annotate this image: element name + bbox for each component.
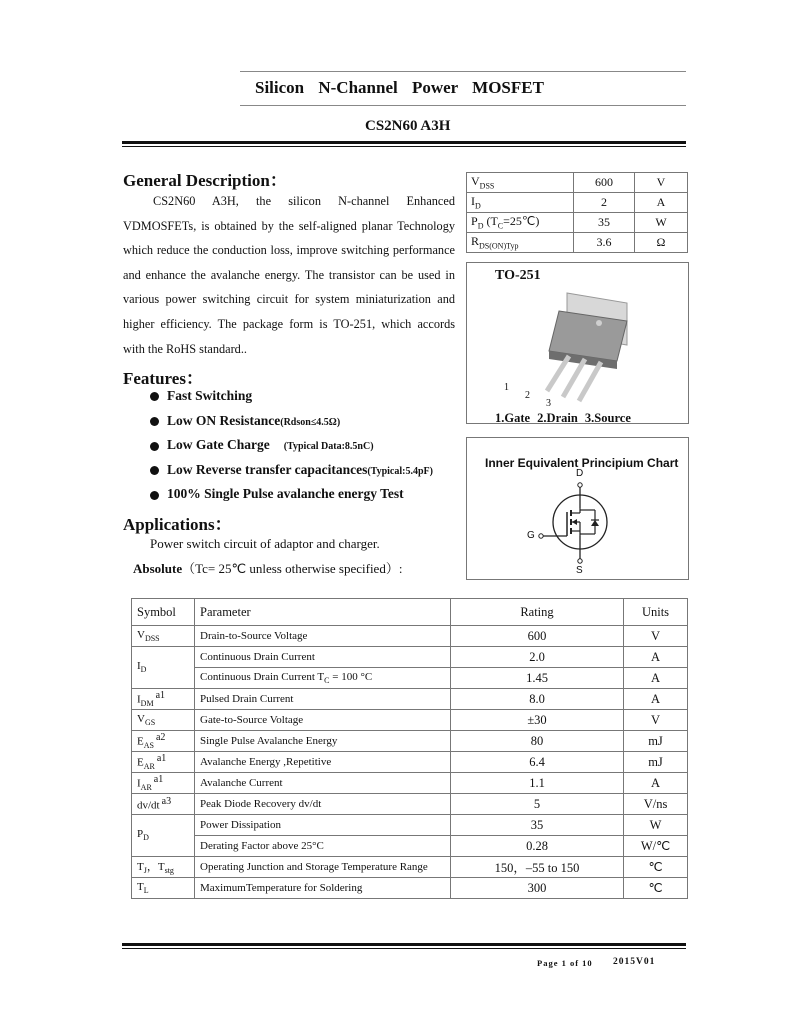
symbol-sub: DSS <box>144 634 160 644</box>
header-parameter: Parameter <box>195 599 451 626</box>
bullet-icon <box>150 466 159 475</box>
spec-sym-letter: V <box>471 174 480 189</box>
header-rating: Rating <box>451 599 624 626</box>
parameter-text: Continuous Drain Current <box>200 651 315 663</box>
spec-row <box>467 173 688 193</box>
table-row <box>132 689 688 710</box>
drain-label: D <box>576 468 584 479</box>
feature-main: Fast Switching <box>167 388 253 403</box>
symbol-letter: T <box>137 861 144 874</box>
general-description-heading: General Description： <box>123 171 287 190</box>
spec-sym-extra: (T <box>483 214 498 229</box>
features-list <box>150 388 433 511</box>
spec-unit: V <box>635 173 688 193</box>
symbol-letter: T <box>137 880 144 893</box>
feature-main: Low Reverse transfer capacitances <box>167 461 368 477</box>
feature-main: Low ON Resistance <box>167 412 281 428</box>
table-row <box>132 668 688 689</box>
symbol-note: a2 <box>155 732 166 744</box>
symbol-letter: dv/dt <box>137 799 160 812</box>
cell-unit: A <box>624 647 688 668</box>
spec-value: 3.6 <box>574 233 635 253</box>
cell-rating: 1.45 <box>451 668 624 689</box>
spec-sym-sub: D <box>477 221 484 231</box>
features-heading: Features： <box>123 369 203 388</box>
spec-symbol <box>467 193 574 213</box>
cell-symbol <box>132 752 195 773</box>
cell-unit: ℃ <box>624 878 688 899</box>
cell-rating: 150，–55 to 150 <box>451 857 624 878</box>
cell-symbol <box>132 815 195 857</box>
symbol-sub: AS <box>143 740 154 750</box>
feature-note: (Typical Data:8.5nC) <box>283 441 374 453</box>
cell-symbol <box>132 878 195 899</box>
cell-rating: 1.1 <box>451 773 624 794</box>
symbol-letter: P <box>137 828 144 841</box>
cell-unit: V/ns <box>624 794 688 815</box>
spec-sym-extra2: =25℃) <box>503 214 540 229</box>
inner-chart-title: Inner Equivalent Principium Chart <box>485 456 679 470</box>
pin3-label: 3 <box>546 398 551 409</box>
cell-rating: 5 <box>451 794 624 815</box>
cell-unit: mJ <box>624 731 688 752</box>
spec-symbol <box>467 213 574 233</box>
table-row <box>132 815 688 836</box>
cell-unit: W/℃ <box>624 836 688 857</box>
symbol-letter: I <box>137 693 141 706</box>
spec-summary-table <box>466 172 688 253</box>
parameter-text: Peak Diode Recovery dv/dt <box>200 798 322 810</box>
symbol-note: a1 <box>155 690 166 702</box>
spec-value: 2 <box>574 193 635 213</box>
parameter-text: Drain-to-Source Voltage <box>200 630 308 642</box>
cell-rating: 6.4 <box>451 752 624 773</box>
header-rule-thick <box>122 141 686 144</box>
spec-symbol <box>467 173 574 193</box>
symbol-letter: I <box>137 660 141 673</box>
table-row <box>132 773 688 794</box>
feature-note: (Typical:5.4pF) <box>367 465 433 477</box>
cell-rating: 300 <box>451 878 624 899</box>
cell-parameter <box>195 773 451 794</box>
package-label: TO-251 <box>495 268 541 283</box>
footer-rule-thick <box>122 943 686 946</box>
symbol-note: a1 <box>153 774 164 786</box>
symbol-letter: V <box>137 712 145 725</box>
symbol-letter: V <box>137 628 145 641</box>
table-row <box>132 710 688 731</box>
symbol-sub: DM <box>140 698 154 708</box>
cell-unit: A <box>624 668 688 689</box>
document-title: Silicon N-Channel Power MOSFET <box>255 78 544 97</box>
table-row <box>132 878 688 899</box>
symbol-letter: I <box>137 777 141 790</box>
cell-rating: 80 <box>451 731 624 752</box>
applications-text: Power switch circuit of adaptor and charger. <box>150 536 380 551</box>
spec-sym-letter: R <box>471 234 480 249</box>
parameter-text: Avalanche Current <box>200 777 283 789</box>
header-rule-thin <box>122 146 686 147</box>
cell-symbol <box>132 710 195 731</box>
cell-unit: V <box>624 710 688 731</box>
cell-unit: ℃ <box>624 857 688 878</box>
parameter-tail: = 100 °C <box>329 670 373 683</box>
spec-sym-letter: P <box>471 214 478 229</box>
spec-sym-sub: DSS <box>479 181 495 191</box>
absolute-ratings-table <box>131 598 688 899</box>
gate-label: G <box>527 530 535 541</box>
header-rule-top <box>240 71 686 72</box>
cell-symbol <box>132 773 195 794</box>
spec-symbol <box>467 233 574 253</box>
table-row <box>132 836 688 857</box>
general-description-text: CS2N60 A3H, the silicon N-channel Enhanced VDMOSFETs, is obtained by the self-aligned planar Technology which reduce the conduction loss, improve switching performance and enhance the avalanche energy. The transistor can be used in various power switching circuit for system miniaturization and higher efficiency. The package form is TO-251, which accords with the RoHS standard.. <box>123 194 455 356</box>
header-units: Units <box>624 599 688 626</box>
bullet-icon <box>150 491 159 500</box>
mosfet-symbol-diagram <box>467 438 688 579</box>
cell-unit: mJ <box>624 752 688 773</box>
package-image-box <box>466 262 689 424</box>
spec-sym-letter: I <box>471 194 475 209</box>
footer-rule-thin <box>122 948 686 949</box>
cell-rating: 2.0 <box>451 647 624 668</box>
feature-main: 100% Single Pulse avalanche energy Test <box>167 486 404 502</box>
spec-unit: W <box>635 213 688 233</box>
page-number: Page 1 of 10 <box>537 958 593 968</box>
spec-row <box>467 233 688 253</box>
table-row <box>132 731 688 752</box>
cell-unit: A <box>624 689 688 710</box>
source-label: S <box>576 565 583 576</box>
cell-parameter <box>195 647 451 668</box>
pin2-label: 2 <box>525 390 530 401</box>
inner-chart-box <box>466 437 689 580</box>
absolute-label: Absolute <box>133 561 183 576</box>
parameter-text: Continuous Drain Current T <box>200 670 325 683</box>
cell-unit: W <box>624 815 688 836</box>
cell-parameter <box>195 794 451 815</box>
version: 2015V01 <box>613 957 656 967</box>
cell-symbol <box>132 689 195 710</box>
symbol-sub: J <box>143 866 147 876</box>
to251-package-illustration <box>467 263 688 423</box>
absolute-note: （Tc= 25℃ unless otherwise specified）: <box>182 561 403 576</box>
cell-parameter <box>195 710 451 731</box>
symbol-letter-2: ，T <box>146 861 165 874</box>
symbol-sub: AR <box>143 761 155 771</box>
symbol-sub: L <box>143 886 149 896</box>
cell-symbol <box>132 647 195 689</box>
table-row <box>132 626 688 647</box>
parameter-text: Derating Factor above 25°C <box>200 840 324 852</box>
parameter-text: Single Pulse Avalanche Energy <box>200 735 338 747</box>
feature-item <box>150 413 433 438</box>
cell-parameter <box>195 731 451 752</box>
symbol-sub: D <box>143 833 149 843</box>
bullet-icon <box>150 442 159 451</box>
table-row <box>132 647 688 668</box>
parameter-text: Operating Junction and Storage Temperature Range <box>200 861 428 873</box>
feature-item <box>150 462 433 487</box>
absolute-ratings-line <box>133 558 402 577</box>
cell-parameter <box>195 836 451 857</box>
spec-value: 35 <box>574 213 635 233</box>
header-symbol: Symbol <box>132 599 195 626</box>
symbol-note: a3 <box>161 796 172 808</box>
bullet-icon <box>150 417 159 426</box>
symbol-sub: AR <box>140 782 152 792</box>
pin1-label: 1 <box>504 382 509 393</box>
cell-rating: 8.0 <box>451 689 624 710</box>
spec-sym-sub: DS(ON)Typ <box>479 241 519 251</box>
symbol-sub: GS <box>144 718 156 728</box>
applications-heading: Applications： <box>123 515 232 534</box>
cell-parameter <box>195 878 451 899</box>
table-row <box>132 752 688 773</box>
symbol-sub-2: stg <box>164 866 174 876</box>
table-row <box>132 857 688 878</box>
header-rule-mid <box>240 105 686 106</box>
cell-symbol <box>132 794 195 815</box>
cell-rating: 0.28 <box>451 836 624 857</box>
symbol-letter: E <box>137 756 144 769</box>
table-header-row <box>132 599 688 626</box>
cell-parameter <box>195 626 451 647</box>
feature-note: (Rdson≤4.5Ω) <box>280 416 341 428</box>
parameter-text: Pulsed Drain Current <box>200 693 294 705</box>
cell-parameter <box>195 752 451 773</box>
cell-parameter <box>195 815 451 836</box>
pin-legend: 1.Gate 2.Drain 3.Source <box>495 411 631 424</box>
spec-unit: A <box>635 193 688 213</box>
parameter-text: Gate-to-Source Voltage <box>200 714 304 726</box>
spec-sym-sub: D <box>475 201 481 211</box>
cell-parameter <box>195 857 451 878</box>
spec-value: 600 <box>574 173 635 193</box>
cell-symbol <box>132 731 195 752</box>
cell-parameter <box>195 689 451 710</box>
symbol-note: a1 <box>156 753 167 765</box>
symbol-letter: E <box>137 735 144 748</box>
cell-rating: 600 <box>451 626 624 647</box>
cell-symbol <box>132 626 195 647</box>
cell-rating: 35 <box>451 815 624 836</box>
table-row <box>132 794 688 815</box>
feature-item <box>150 486 433 511</box>
parameter-text: Avalanche Energy ,Repetitive <box>200 756 332 768</box>
feature-item <box>150 388 433 413</box>
parameter-sub: C <box>324 676 330 686</box>
spec-sym-sub2: C <box>497 221 504 231</box>
cell-rating: ±30 <box>451 710 624 731</box>
parameter-text: Power Dissipation <box>200 819 281 831</box>
feature-item <box>150 437 433 462</box>
cell-parameter <box>195 668 451 689</box>
bullet-icon <box>150 392 159 401</box>
parameter-text: MaximumTemperature for Soldering <box>200 882 363 894</box>
spec-row <box>467 193 688 213</box>
cell-unit: V <box>624 626 688 647</box>
spec-unit: Ω <box>635 233 688 253</box>
cell-unit: A <box>624 773 688 794</box>
symbol-sub: D <box>140 665 147 675</box>
part-number: CS2N60 A3H <box>365 118 451 134</box>
feature-main: Low Gate Charge <box>167 437 270 453</box>
cell-symbol <box>132 857 195 878</box>
spec-row <box>467 213 688 233</box>
